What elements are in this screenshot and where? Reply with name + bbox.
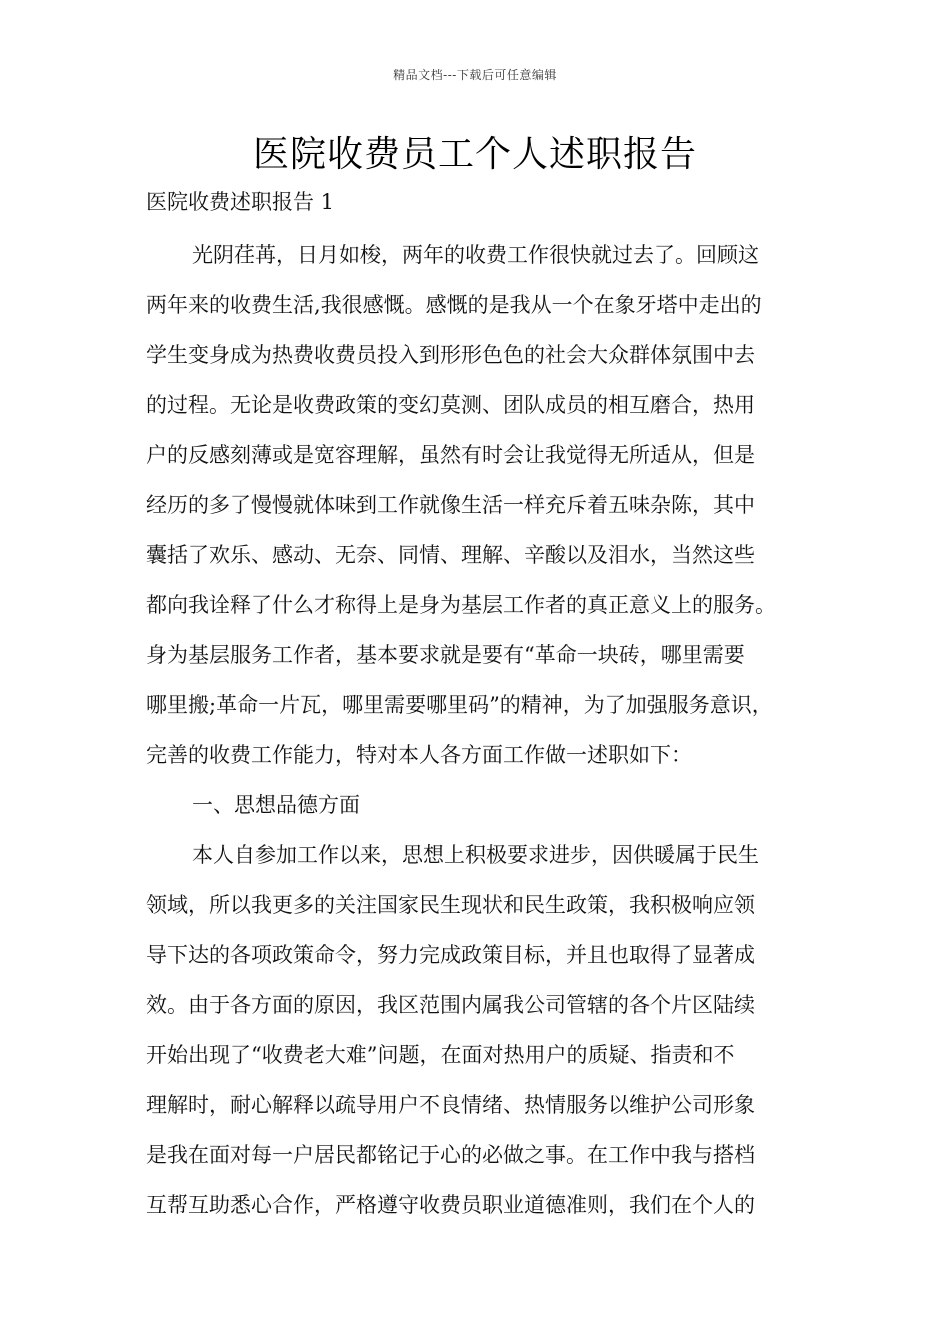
paragraph-line: 学生变身成为热费收费员投入到形形色色的社会大众群体氛围中去: [146, 343, 755, 367]
paragraph-line: 户的反感刻薄或是宽容理解，虽然有时会让我觉得无所适从，但是: [146, 443, 755, 467]
paragraph-line: 光阴荏苒，日月如梭，两年的收费工作很快就过去了。回顾这: [192, 243, 759, 267]
paragraph-line: 哪里搬;革命一片瓦，哪里需要哪里码”的精神，为了加强服务意识，: [146, 693, 773, 717]
paragraph-line: 都向我诠释了什么才称得上是身为基层工作者的真正意义上的服务。: [146, 593, 776, 617]
paragraph-line: 身为基层服务工作者，基本要求就是要有“革命一块砖，哪里需要: [146, 643, 745, 667]
section-heading: 一、思想品德方面: [192, 793, 360, 817]
paragraph-line: 经历的多了慢慢就体味到工作就像生活一样充斥着五味杂陈，其中: [146, 493, 755, 517]
paragraph-line: 领域，所以我更多的关注国家民生现状和民生政策，我积极响应领: [146, 893, 755, 917]
document-title: 医院收费员工个人述职报告: [252, 134, 697, 175]
paragraph-line: 效。由于各方面的原因，我区范围内属我公司管辖的各个片区陆续: [146, 993, 755, 1017]
paragraph-line: 是我在面对每一户居民都铭记于心的必做之事。在工作中我与搭档: [146, 1143, 755, 1167]
paragraph-line: 互帮互助悉心合作，严格遵守收费员职业道德准则，我们在个人的: [146, 1193, 755, 1217]
paragraph-line: 的过程。无论是收费政策的变幻莫测、团队成员的相互磨合，热用: [146, 393, 755, 417]
paragraph-line: 开始出现了“收费老大难”问题，在面对热用户的质疑、指责和不: [146, 1043, 735, 1067]
paragraph-line: 导下达的各项政策命令，努力完成政策目标，并且也取得了显著成: [146, 943, 755, 967]
document-body: [146, 230, 826, 1230]
paragraph-line: 完善的收费工作能力，特对本人各方面工作做一述职如下：: [146, 743, 692, 767]
paragraph-line: 本人自参加工作以来，思想上积极要求进步，因供暖属于民生: [192, 843, 759, 867]
paragraph-line: 理解时，耐心解释以疏导用户不良情绪、热情服务以维护公司形象: [146, 1093, 755, 1117]
section-subtitle: 医院收费述职报告 1: [146, 190, 335, 214]
header-note: 精品文档---下载后可任意编辑: [393, 68, 557, 82]
paragraph-line: 囊括了欢乐、感动、无奈、同情、理解、辛酸以及泪水，当然这些: [146, 543, 755, 567]
paragraph-line: 两年来的收费生活,我很感慨。感慨的是我从一个在象牙塔中走出的: [146, 293, 762, 317]
